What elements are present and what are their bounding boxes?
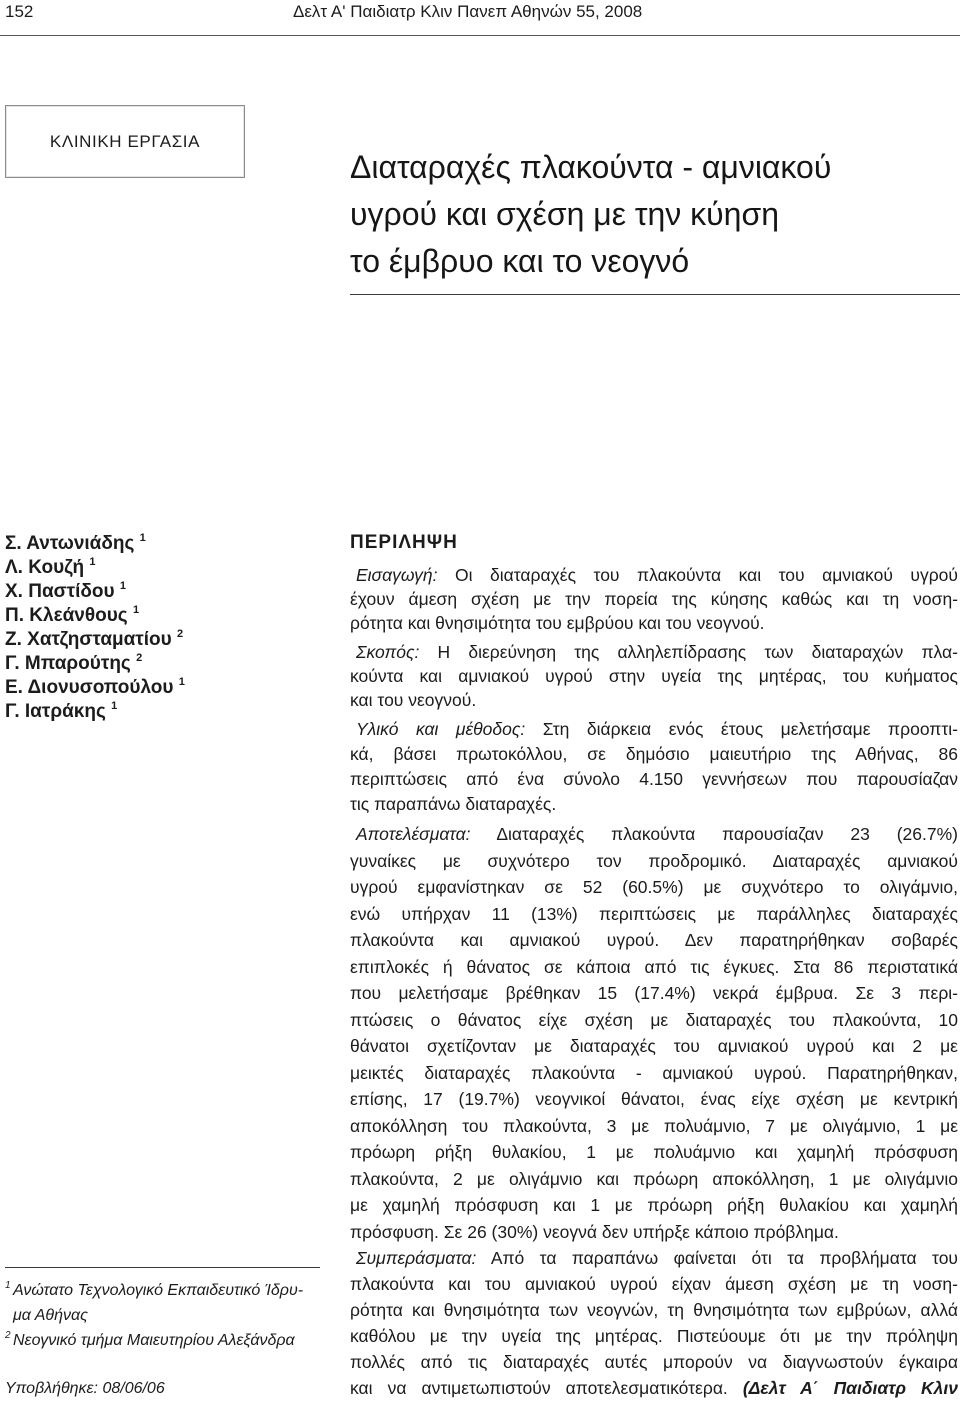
abstract-line: επιπλοκές ή θάνατος σε κάποια από τις έγκυες. Στα 86 περιστατικά (350, 956, 958, 977)
submission-date: Υποβλήθηκε: 08/06/06 (5, 1380, 165, 1397)
affiliation-marker: 1 (139, 532, 146, 544)
author (5, 676, 185, 700)
author (5, 580, 185, 604)
author-name: Χ. Παστίδου (5, 581, 115, 602)
abstract-line: γυναίκες με συχνότερο τον προδρομικό. Διαταραχές αμνιακού (350, 850, 958, 871)
abstract-line (350, 640, 958, 664)
abstract-line: αποκόλληση του πλακούντα, 3 με πολυάμνιο, 7 με ολιγάμνιο, 1 με (350, 1115, 958, 1136)
author-name: Π. Κλεάνθους (5, 605, 128, 626)
affiliation-line: μα Αθήνας (13, 1307, 88, 1324)
author-name: Ε. Διονυσοπούλου (5, 677, 174, 698)
author (5, 556, 185, 580)
affiliation-marker: 1 (178, 676, 185, 688)
affiliation-line: Ανώτατο Τεχνολογικό Εκπαιδευτικό Ίδρυ- (13, 1282, 304, 1299)
author (5, 604, 185, 628)
author-name: Λ. Κουζή (5, 557, 85, 578)
affiliation-line: Νεογνικό τμήμα Μαιευτηρίου Αλεξάνδρα (13, 1332, 295, 1349)
abstract-line: μεικτές διαταραχές πλακούντα - αμνιακού υγρού. Παρατηρήθηκαν, (350, 1062, 958, 1083)
footnote-rule (5, 1267, 320, 1268)
affiliation-marker: 2 (5, 1330, 11, 1341)
abstract-line: κούντα και αμνιακού υγρού στην υγεία της μητέρας, του κυήματος (350, 666, 958, 686)
section-label-box (5, 105, 245, 178)
abstract-text: Στη διάρκεια ενός έτους μελετήσαμε προοπτι- (542, 719, 959, 739)
affiliation-2 (5, 1328, 320, 1353)
abstract-line (350, 717, 958, 742)
title-line: το έμβρυο και το νεογνό (350, 243, 690, 279)
title-line: Διαταραχές πλακούντα - αμνιακού (350, 149, 832, 185)
abstract-paragraph-conclusions (350, 1245, 958, 1402)
affiliation-marker: 1 (132, 604, 140, 616)
journal-running-header: Δελτ Α' Παιδιατρ Κλιν Πανεπ Αθηνών 55, 2008 (293, 2, 643, 21)
author-list (5, 532, 185, 724)
abstract-line: ρότητα και θνησιμότητα των νεογνών, τη θνησιμότητα των εμβρύων, αλλά (350, 1300, 958, 1321)
author-name: Γ. Μπαρούτης (5, 653, 131, 674)
abstract-line: πλακούντα, 2 με ολιγάμνιο και πρόωρη αποκόλληση, 1 με ολιγάμνιο (350, 1168, 958, 1189)
abstract-line: πρόσφυση. Σε 26 (30%) νεογνά δεν υπήρξε κάποιο πρόβλημα. (350, 1221, 839, 1242)
author (5, 628, 185, 652)
abstract-line (350, 563, 958, 587)
abstract-paragraph-methods (350, 717, 958, 817)
affiliation-marker: 1 (5, 1280, 11, 1291)
abstract-section-label: Εισαγωγή: (356, 565, 438, 585)
affiliation-marker: 1 (111, 700, 118, 712)
abstract-paragraph-aim (350, 640, 958, 712)
abstract-line: περιπτώσεις από ένα σύνολο 4.150 γεννήσεων που παρουσίαζαν (350, 769, 958, 789)
author-name: Ζ. Χατζησταματίου (5, 629, 172, 650)
abstract-text: Η διερεύνηση της αλληλεπίδρασης των διαταραχών πλα- (437, 642, 958, 662)
page-number: 152 (5, 2, 34, 21)
author (5, 652, 185, 676)
affiliation-marker: 1 (89, 556, 96, 568)
abstract-paragraph-introduction (350, 563, 958, 635)
author (5, 532, 185, 556)
abstract-section-label: Σκοπός: (356, 642, 420, 662)
abstract-heading: ΠΕΡΙΛΗΨΗ (350, 532, 458, 553)
affiliation-marker: 2 (177, 628, 184, 640)
affiliation-1 (5, 1278, 320, 1328)
author-name: Σ. Αντωνιάδης (5, 533, 135, 554)
abstract-section-label: Συμπεράσματα: (356, 1248, 477, 1268)
title-line: υγρού και σχέση με την κύηση (350, 196, 780, 232)
section-label: ΚΛΙΝΙΚΗ ΕΡΓΑΣΙΑ (49, 132, 201, 151)
abstract-line: κά, βάσει πρωτοκόλλου, σε δημόσιο μαιευτήριο της Αθήνας, 86 (350, 744, 958, 764)
abstract-text: Οι διαταραχές του πλακούντα και του αμνιακού υγρού (455, 565, 958, 585)
abstract-text: Από τα παραπάνω φαίνεται ότι τα προβλήματα του (490, 1248, 958, 1268)
abstract-line: με χαμηλή πρόσφυση και 1 με πρόωρη ρήξη θυλακίου και χαμηλή (350, 1195, 958, 1215)
abstract-line: πολλές από τις διαταραχές αυτές μπορούν να διαγνωστούν έγκαιρα (350, 1352, 958, 1373)
abstract-line (350, 1245, 958, 1271)
abstract-line: τις παραπάνω διαταραχές. (350, 794, 557, 814)
author-name: Γ. Ιατράκης (5, 701, 106, 722)
affiliation-marker: 1 (119, 580, 126, 592)
abstract-section-label: Αποτελέσματα: (356, 824, 471, 844)
abstract-line: και του νεογνού. (350, 690, 477, 710)
abstract-line: ενώ υπήρχαν 11 (13%) περιπτώσεις με παράλληλες διαταραχές (350, 903, 958, 924)
header-rule (0, 35, 960, 36)
abstract-line: έχουν άμεση σχέση με την πορεία της κύησης καθώς και τη νοση- (350, 589, 958, 609)
abstract-text: Διαταραχές πλακούντα παρουσίαζαν 23 (26.7%) (496, 824, 958, 844)
abstract-citation: (Δελτ Α΄ Παιδιατρ Κλιν (742, 1378, 958, 1399)
abstract-line (350, 821, 958, 848)
abstract-text: και να αντιμετωπιστούν αποτελεσματικότερα. (350, 1378, 728, 1399)
affiliation-marker: 2 (136, 652, 143, 664)
article-title (350, 144, 960, 285)
abstract-line: πρόωρη ρήξη θυλακίου, 1 με πολυάμνιο και χαμηλή πρόσφυση (350, 1142, 958, 1162)
abstract-line: πλακούντα και του αμνιακού υγρού είχαν άμεση σχέση με τη νοση- (350, 1274, 958, 1295)
abstract-line: υγρού εμφανίστηκαν σε 52 (60.5%) με συχνότερο το ολιγάμνιο, (350, 877, 958, 897)
abstract-line: πλακούντα και αμνιακού υγρού. Δεν παρατηρήθηκαν σοβαρές (350, 930, 958, 950)
abstract-paragraph-results (350, 821, 958, 1245)
abstract-line: επίσης, 17 (19.7%) νεογνικοί θάνατοι, ένας είχε σχέση με κεντρική (350, 1089, 958, 1109)
affiliation-footnotes (5, 1278, 320, 1353)
abstract-line (350, 1375, 958, 1401)
abstract-line: που μελετήσαμε βρέθηκαν 15 (17.4%) νεκρά έμβρυα. Σε 3 περι- (350, 983, 958, 1003)
author (5, 700, 185, 724)
abstract-line: ρότητα και θνησιμότητα του εμβρύου και του νεογνού. (350, 613, 765, 633)
abstract-line: καθόλου με την υγεία της μητέρας. Πιστεύουμε ότι με την πρόληψη (350, 1326, 958, 1347)
abstract-line: θάνατοι σχετίζονταν με διαταραχές του αμνιακού υγρού και 2 με (350, 1036, 958, 1056)
abstract-line: πτώσεις ο θάνατος είχε σχέση με διαταραχές του πλακούντα, 10 (350, 1009, 958, 1030)
abstract-section-label: Υλικό και μέθοδος: (356, 719, 526, 739)
title-rule (350, 294, 960, 295)
